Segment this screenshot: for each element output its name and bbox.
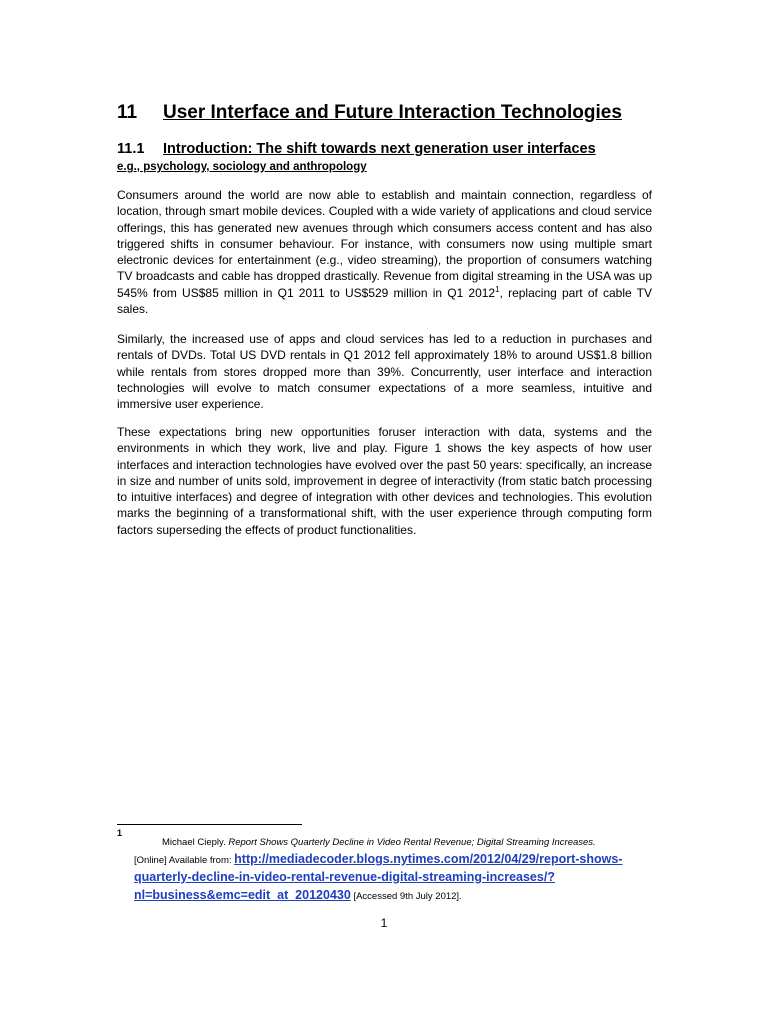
footnote-author: Michael Cieply. — [162, 837, 226, 848]
footnote-title: Report Shows Quarterly Decline in Video Rental Revenue; Digital Streaming Increases. — [228, 837, 596, 848]
page-number: 1 — [380, 916, 388, 930]
section-heading — [117, 140, 657, 158]
footnote-available: [Online] Available from: — [134, 855, 232, 866]
paragraph-3: These expectations bring new opportunities foruser interaction with data, systems and the environments in which they work, live and play. Figure 1 shows the key aspects of how user interfaces and interaction technologies have evolved over the past 50 years: specifically, an increase in size and number of units sold, improvement in degree of interactivity (from static batch processing to intuitive interfaces) and degree of integration with other devices and technologies. This evolution marks the beginning of a transformational shift, with the user experience through computing form factors superseding the effects of product functionalities. — [117, 425, 652, 537]
section-subtitle: e.g., psychology, sociology and anthropology — [117, 161, 367, 173]
footnote-accessed: [Accessed 9th July 2012]. — [353, 891, 462, 902]
footnote-link[interactable]: http://mediadecoder.blogs.nytimes.com/2012/04/29/report-shows-quarterly-decline-in-video-rental-revenue-digital-streaming-increases/?nl=business&emc=edit_at_20120430 — [134, 852, 623, 902]
section-title: Introduction: The shift towards next generation user interfaces — [163, 141, 596, 157]
footnote-divider — [117, 824, 302, 825]
chapter-heading — [117, 100, 657, 126]
chapter-number: 11 — [117, 102, 138, 123]
footnote — [134, 834, 654, 905]
footnote-marker: 1 — [117, 828, 123, 838]
chapter-title: User Interface and Future Interaction Technologies — [163, 102, 622, 123]
paragraph-1 — [117, 187, 652, 317]
footnote-reference[interactable]: 1 — [495, 284, 500, 294]
paragraph-2: Similarly, the increased use of apps and cloud services has led to a reduction in purchases and rentals of DVDs. Total US DVD rentals in Q1 2012 fell approximately 18% to around US$1.8 billion while rentals from stores dropped more than 39%. Concurrently, user interface and interaction technologies will evolve to match consumer expectations of a more seamless, intuitive and immersive user experience. — [117, 332, 652, 412]
paragraph-1-tail: , replacing part of cable TV sales. — [117, 285, 652, 317]
section-number: 11.1 — [117, 141, 145, 157]
paragraph-1-text: Consumers around the world are now able to establish and maintain connection, regardless of location, through smart mobile devices. Coupled with a wide variety of applications and cloud service offerings, this has generated new avenues through which consumers access content and has also triggered shifts in consumer behaviour. For instance, with consumers now using multiple smart electronic devices for entertainment (e.g., video streaming), the proportion of consumers watching TV broadcasts and cable has dropped drastically. Revenue from digital streaming in the USA was up 545% from US$85 million in Q1 2011 to US$529 million in Q1 2012 — [117, 188, 652, 300]
